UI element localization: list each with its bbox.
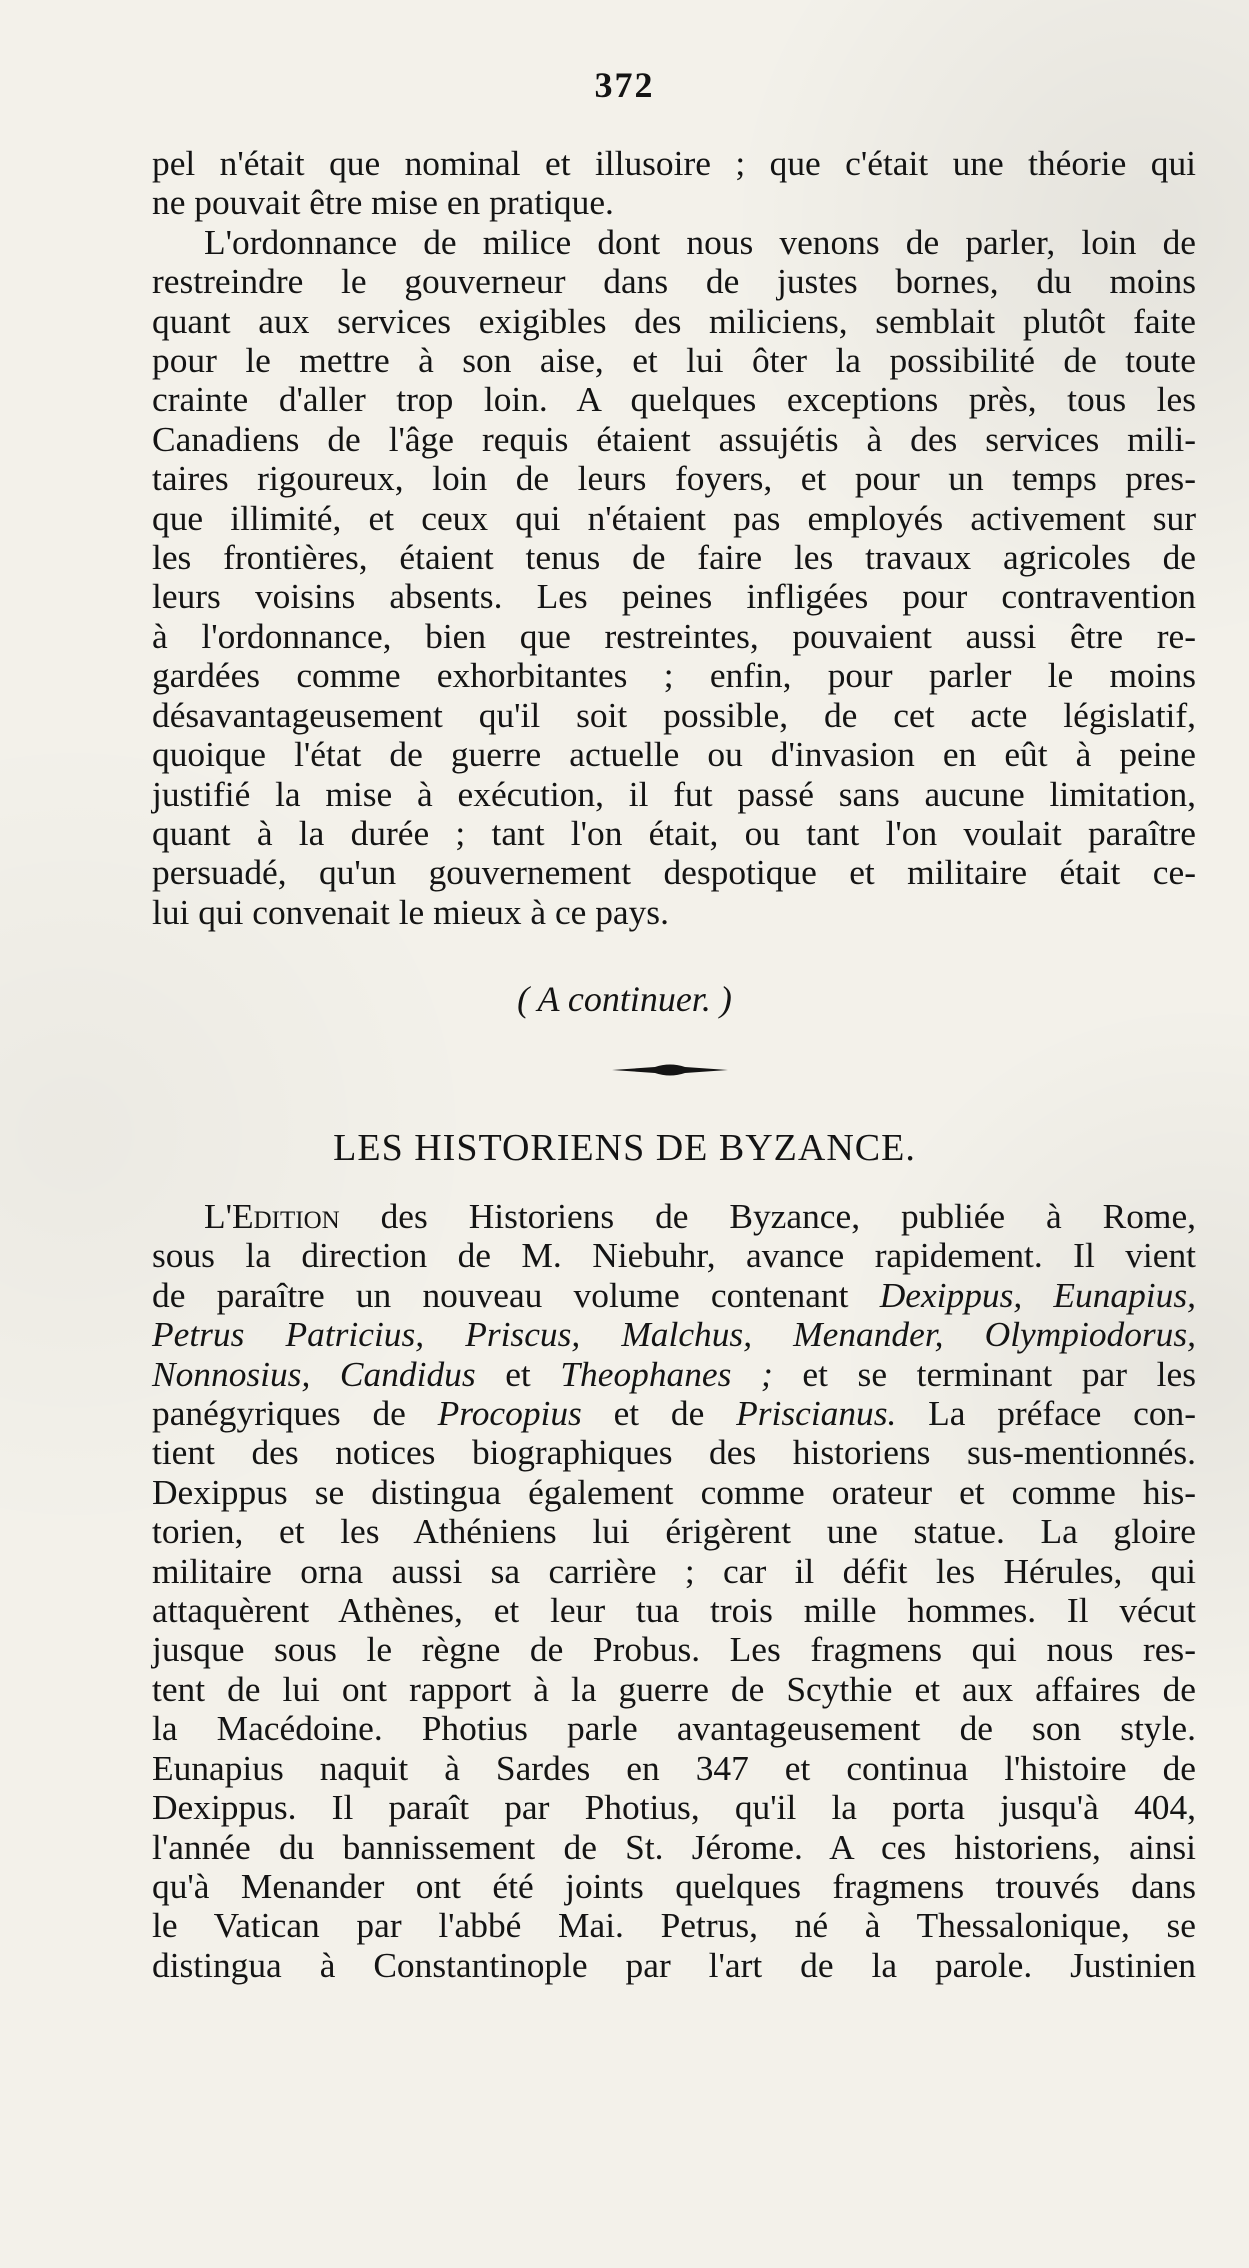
text-line: la Macédoine. Photius parle avantageusement de son style. <box>152 1708 1196 1749</box>
text-line: qu'à Menander ont été joints quelques fragmens trouvés dans <box>152 1865 1196 1906</box>
text-line: quant à la durée ; tant l'on était, ou tant l'on voulait paraître <box>152 812 1196 853</box>
text-line: lui qui convenait le mieux à ce pays. <box>152 891 669 932</box>
text-line: les frontières, étaient tenus de faire les travaux agricoles de <box>152 537 1196 578</box>
text-line: persuadé, qu'un gouvernement despotique et militaire était ce- <box>152 852 1196 893</box>
author-name: Eunapius, <box>1053 1274 1196 1315</box>
text-line: Dexippus se distingua également comme orateur et comme his- <box>152 1471 1196 1512</box>
text-line: Nonnosius, Candidus et Theophanes ; et se terminant par les <box>152 1353 1196 1394</box>
author-name: Procopius <box>437 1393 582 1434</box>
author-name: Dexippus, <box>879 1274 1023 1315</box>
text-line: Eunapius naquit à Sardes en 347 et continua l'histoire de <box>152 1747 1196 1788</box>
continued-article-text <box>152 144 1196 932</box>
page-number: 372 <box>594 65 655 105</box>
to-be-continued-note: ( A continuer. ) <box>517 979 732 1019</box>
text-line <box>152 1315 1196 1354</box>
text-line: torien, et les Athéniens lui érigèrent une statue. La gloire <box>152 1511 1196 1552</box>
text-line: que illimité, et ceux qui n'étaient pas employés activement sur <box>152 497 1196 538</box>
text-line: Canadiens de l'âge requis étaient assujétis à des services mili- <box>152 418 1196 459</box>
section-divider-ornament <box>610 1060 730 1080</box>
text-line: crainte d'aller trop loin. A quelques exceptions près, tous les <box>152 379 1196 420</box>
text-line: attaquèrent Athènes, et leur tua trois mille hommes. Il vécut <box>152 1590 1196 1631</box>
text-line: le Vatican par l'abbé Mai. Petrus, né à Thessalonique, se <box>152 1905 1196 1946</box>
text-line: distingua à Constantinople par l'art de la parole. Justinien <box>152 1944 1196 1985</box>
text-line: tent de lui ont rapport à la guerre de Scythie et aux affaires de <box>152 1668 1196 1709</box>
text-line: ne pouvait être mise en pratique. <box>152 182 614 223</box>
text-line: justifié la mise à exécution, il fut passé sans aucune limitation, <box>152 773 1196 814</box>
text-line: leurs voisins absents. Les peines infligées pour contravention <box>152 576 1196 617</box>
text-line: tient des notices biographiques des historiens sus-mentionnés. <box>152 1432 1196 1473</box>
text-line: l'année du bannissement de St. Jérome. A ces historiens, ainsi <box>152 1826 1196 1867</box>
text-line: quoique l'état de guerre actuelle ou d'invasion en eût à peine <box>152 734 1196 775</box>
text-line: gardées comme exhorbitantes ; enfin, pour parler le moins <box>152 655 1196 696</box>
byzance-article-text <box>152 1197 1196 1985</box>
text-line: pour le mettre à son aise, et lui ôter la possibilité de toute <box>152 340 1196 381</box>
section-heading: LES HISTORIENS DE BYZANCE. <box>333 1127 916 1169</box>
text-line: panégyriques de Procopius et de Priscianus. La préface con- <box>152 1393 1196 1434</box>
text-line: quant aux services exigibles des miliciens, semblait plutôt faite <box>152 300 1196 341</box>
drop-initial: L'Edition <box>204 1196 340 1236</box>
text-line: sous la direction de M. Niebuhr, avance rapidement. Il vient <box>152 1235 1196 1276</box>
text-line: militaire orna aussi sa carrière ; car il défit les Hérules, qui <box>152 1550 1196 1591</box>
author-name: Nonnosius, <box>152 1353 311 1394</box>
paragraph-start-line: L'ordonnance de milice dont nous venons de parler, loin de <box>204 221 1196 262</box>
author-names: Petrus Patricius, Priscus, Malchus, Menander, Olympiodorus, <box>152 1314 1196 1355</box>
paragraph-start-line: L'Edition des Historiens de Byzance, publiée à Rome, <box>204 1196 1196 1236</box>
text-line: de paraître un nouveau volume contenant Dexippus, Eunapius, <box>152 1274 1196 1315</box>
text-line: restreindre le gouverneur dans de justes bornes, du moins <box>152 261 1196 302</box>
author-name: Candidus <box>339 1353 476 1394</box>
text-line: à l'ordonnance, bien que restreintes, pouvaient aussi être re- <box>152 615 1196 656</box>
text-line: taires rigoureux, loin de leurs foyers, et pour un temps pres- <box>152 458 1196 499</box>
author-name: Priscianus. <box>736 1393 897 1434</box>
text-line: Dexippus. Il paraît par Photius, qu'il la porta jusqu'à 404, <box>152 1787 1196 1828</box>
text-line: pel n'était que nominal et illusoire ; que c'était une théorie qui <box>152 143 1196 183</box>
author-name: Theophanes ; <box>560 1353 773 1394</box>
text-line: jusque sous le règne de Probus. Les fragmens qui nous res- <box>152 1629 1196 1670</box>
text-line: désavantageusement qu'il soit possible, de cet acte législatif, <box>152 694 1196 735</box>
